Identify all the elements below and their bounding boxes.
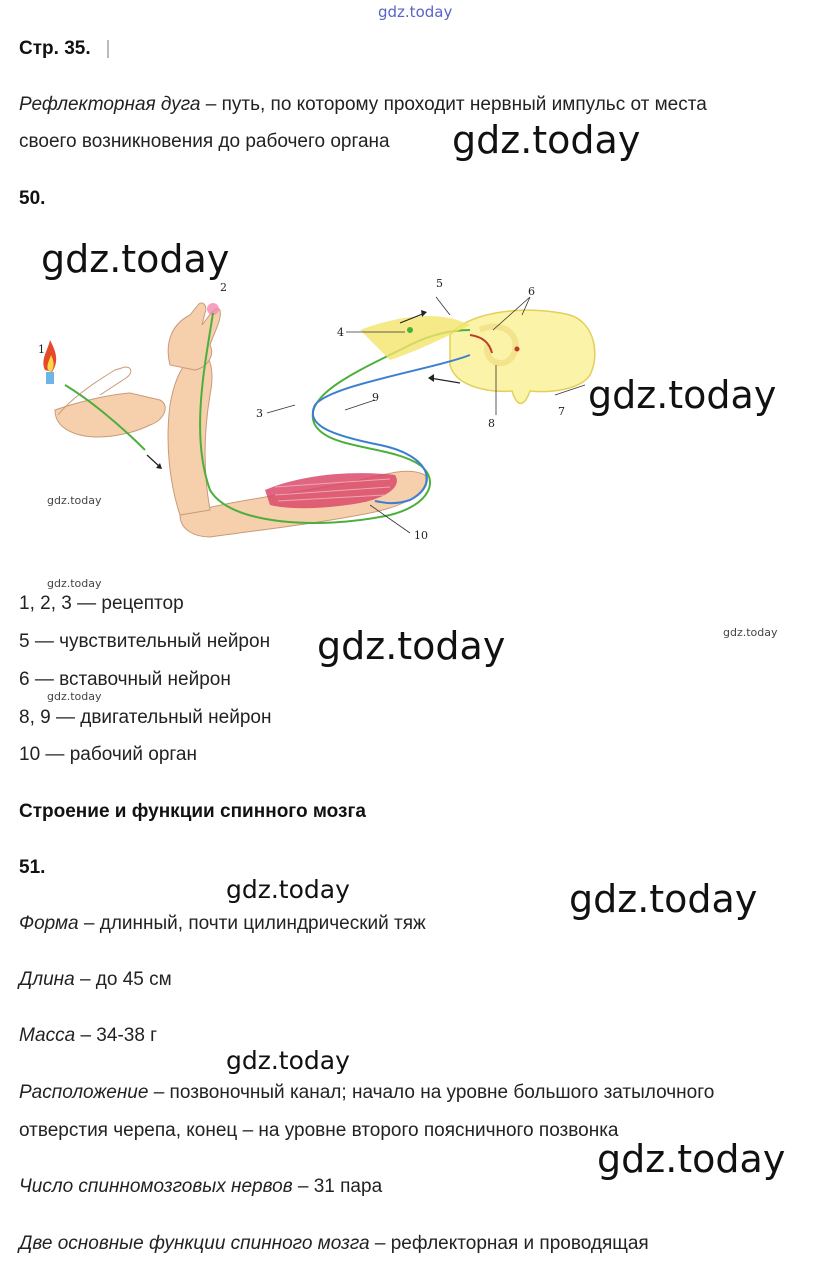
- spinal-cord: [450, 310, 595, 403]
- item-text: – до 45 см: [74, 969, 172, 990]
- ganglion: [407, 327, 413, 333]
- fig-label-3: 3: [256, 407, 263, 420]
- candle: [46, 372, 54, 384]
- arrow-in-head: [421, 310, 427, 317]
- item-text: – 31 пара: [292, 1176, 383, 1197]
- watermark-small: gdz.today: [47, 690, 102, 703]
- task-50-number: 50.: [19, 188, 46, 209]
- legend-item: 6 — вставочный нейрон: [19, 669, 231, 690]
- watermark-top: gdz.today: [378, 3, 453, 21]
- item-text: – рефлекторная и проводящая: [369, 1233, 649, 1254]
- spinal-cord-mass: [19, 1025, 157, 1047]
- arrow-out: [430, 378, 460, 383]
- watermark: gdz.today: [41, 237, 230, 281]
- spinal-nerves-count: [19, 1176, 382, 1198]
- fig-label-8: 8: [488, 417, 495, 430]
- definition-line-2: своего возникновения до рабочего органа: [19, 131, 390, 152]
- item-term: Две основные функции спинного мозга: [19, 1233, 370, 1254]
- spinal-cord-location: [19, 1082, 714, 1104]
- task-51-number: 51.: [19, 857, 46, 878]
- fig-label-4: 4: [337, 326, 344, 339]
- fig-label-9: 9: [372, 391, 379, 404]
- item-text: – 34-38 г: [75, 1025, 158, 1046]
- item-term: Расположение: [19, 1082, 149, 1103]
- spinal-cord-functions: [19, 1233, 649, 1255]
- item-term: Форма: [19, 913, 79, 934]
- legend-item: 5 — чувствительный нейрон: [19, 631, 271, 652]
- item-text: – позвоночный канал; начало на уровне большого затылочного: [148, 1082, 715, 1103]
- other-hand: [55, 393, 165, 437]
- fig-label-5: 5: [436, 277, 443, 290]
- watermark: gdz.today: [597, 1137, 786, 1181]
- forearm: [168, 350, 212, 515]
- definition-text: – путь, по которому проходит нервный импульс от места: [200, 94, 707, 115]
- arrow-out-head: [428, 374, 434, 382]
- legend-item: 1, 2, 3 — рецептор: [19, 593, 184, 614]
- item-term: Длина: [19, 969, 75, 990]
- fig-label-1: 1: [38, 343, 45, 356]
- reflex-arc-figure: [30, 275, 610, 555]
- watermark-small: gdz.today: [723, 626, 778, 639]
- item-text: – длинный, почти цилиндрический тяж: [78, 913, 426, 934]
- spinal-cord-shape: [19, 913, 426, 935]
- item-term: Число спинномозговых нервов: [19, 1176, 293, 1197]
- watermark-small: gdz.today: [47, 494, 102, 507]
- cursor-mark: [107, 40, 109, 58]
- fig-label-6: 6: [528, 285, 535, 298]
- arrow-arm: [147, 455, 160, 467]
- watermark: gdz.today: [452, 118, 641, 162]
- page-reference: Стр. 35.: [19, 38, 91, 59]
- watermark: gdz.today: [226, 1046, 350, 1075]
- legend-item: 10 — рабочий орган: [19, 744, 197, 765]
- fig-label-2: 2: [220, 281, 227, 294]
- definition-term: Рефлекторная дуга: [19, 94, 201, 115]
- section-title: Строение и функции спинного мозга: [19, 801, 366, 822]
- watermark: gdz.today: [588, 373, 777, 417]
- spinal-cord-location-line-2: отверстия черепа, конец – на уровне второго поясничного позвонка: [19, 1120, 619, 1141]
- legend-item: 8, 9 — двигательный нейрон: [19, 707, 272, 728]
- fig-label-10: 10: [414, 529, 428, 542]
- spinal-cord-length: [19, 969, 172, 991]
- central-canal: [515, 347, 520, 352]
- watermark: gdz.today: [317, 624, 506, 668]
- watermark: gdz.today: [226, 875, 350, 904]
- watermark-small: gdz.today: [47, 577, 102, 590]
- item-term: Масса: [19, 1025, 76, 1046]
- fig-label-7: 7: [558, 405, 565, 418]
- reflex-arc-illustration: [30, 275, 610, 555]
- watermark: gdz.today: [569, 877, 758, 921]
